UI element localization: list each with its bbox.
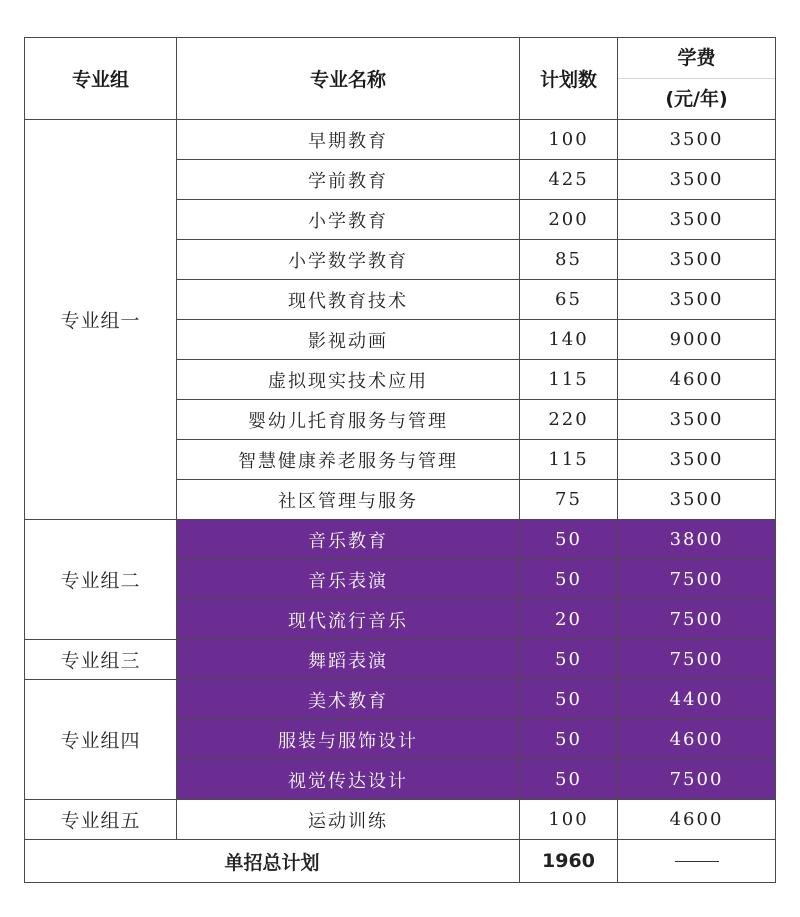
table-body (25, 120, 776, 840)
tuition-fee: 4400 (618, 680, 776, 720)
plan-count: 425 (520, 160, 618, 200)
plan-count: 50 (520, 720, 618, 760)
tuition-fee: 4600 (618, 720, 776, 760)
plan-count: 50 (520, 680, 618, 720)
major-name: 视觉传达设计 (177, 760, 520, 800)
group-name: 专业组一 (25, 120, 177, 520)
table-row (25, 640, 776, 680)
major-name: 现代教育技术 (177, 280, 520, 320)
tuition-fee: 7500 (618, 600, 776, 640)
tuition-fee: 3500 (618, 440, 776, 480)
table-row (25, 800, 776, 840)
total-label: 单招总计划 (25, 840, 520, 883)
tuition-fee: 3500 (618, 280, 776, 320)
tuition-fee: 3500 (618, 480, 776, 520)
tuition-fee: 3500 (618, 240, 776, 280)
plan-count: 140 (520, 320, 618, 360)
header-row (25, 38, 776, 120)
major-name: 现代流行音乐 (177, 600, 520, 640)
group-name: 专业组五 (25, 800, 177, 840)
total-plan: 1960 (520, 840, 618, 883)
plan-count: 50 (520, 640, 618, 680)
plan-count: 115 (520, 360, 618, 400)
major-name: 舞蹈表演 (177, 640, 520, 680)
plan-count: 50 (520, 560, 618, 600)
table-row (25, 120, 776, 160)
total-row (25, 840, 776, 883)
major-name: 运动训练 (177, 800, 520, 840)
major-name: 美术教育 (177, 680, 520, 720)
tuition-fee: 3500 (618, 400, 776, 440)
major-name: 智慧健康养老服务与管理 (177, 440, 520, 480)
enrollment-plan-table (24, 37, 776, 883)
major-name: 虚拟现实技术应用 (177, 360, 520, 400)
tuition-fee: 4600 (618, 800, 776, 840)
tuition-fee: 3500 (618, 120, 776, 160)
group-name: 专业组二 (25, 520, 177, 640)
tuition-fee: 7500 (618, 640, 776, 680)
plan-count: 220 (520, 400, 618, 440)
tuition-fee: 7500 (618, 760, 776, 800)
plan-count: 115 (520, 440, 618, 480)
tuition-fee: 3500 (618, 160, 776, 200)
plan-count: 200 (520, 200, 618, 240)
table-row (25, 520, 776, 560)
major-name: 小学教育 (177, 200, 520, 240)
major-name: 学前教育 (177, 160, 520, 200)
plan-count: 75 (520, 480, 618, 520)
header-fee (618, 38, 776, 120)
header-plan: 计划数 (520, 38, 618, 120)
header-group: 专业组 (25, 38, 177, 120)
group-name: 专业组三 (25, 640, 177, 680)
plan-count: 20 (520, 600, 618, 640)
major-name: 音乐教育 (177, 520, 520, 560)
header-major: 专业名称 (177, 38, 520, 120)
tuition-fee: 3500 (618, 200, 776, 240)
tuition-fee: 9000 (618, 320, 776, 360)
major-name: 婴幼儿托育服务与管理 (177, 400, 520, 440)
header-fee-unit: (元/年) (665, 88, 728, 110)
major-name: 早期教育 (177, 120, 520, 160)
tuition-fee: 3800 (618, 520, 776, 560)
major-name: 音乐表演 (177, 560, 520, 600)
group-name: 专业组四 (25, 680, 177, 800)
major-name: 影视动画 (177, 320, 520, 360)
table-row (25, 680, 776, 720)
major-name: 服装与服饰设计 (177, 720, 520, 760)
total-fee-dash (675, 861, 719, 862)
plan-count: 65 (520, 280, 618, 320)
tuition-fee: 4600 (618, 360, 776, 400)
total-fee (618, 840, 776, 883)
plan-count: 50 (520, 520, 618, 560)
tuition-fee: 7500 (618, 560, 776, 600)
plan-count: 85 (520, 240, 618, 280)
header-fee-label: 学费 (618, 38, 775, 79)
major-name: 社区管理与服务 (177, 480, 520, 520)
major-name: 小学数学教育 (177, 240, 520, 280)
plan-count: 100 (520, 800, 618, 840)
plan-count: 50 (520, 760, 618, 800)
plan-count: 100 (520, 120, 618, 160)
